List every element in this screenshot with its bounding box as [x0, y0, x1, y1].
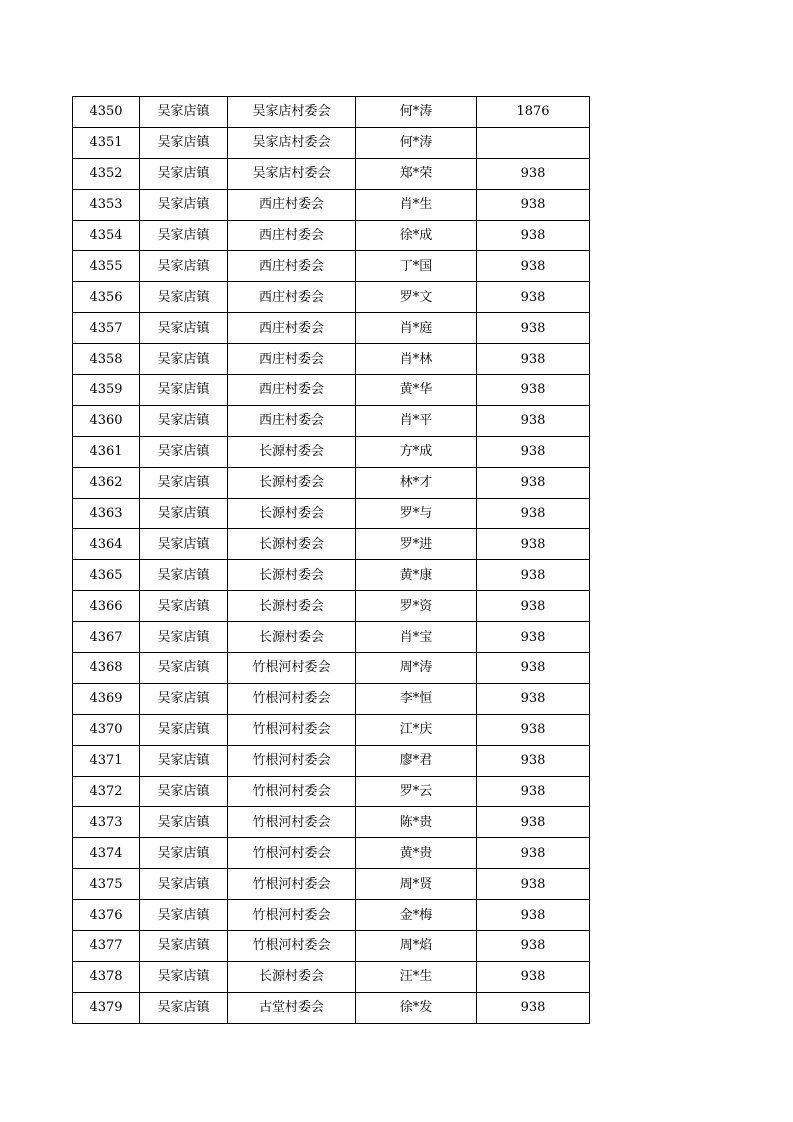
cell-town: 吴家店镇 — [140, 375, 228, 406]
cell-seq-number: 4376 — [73, 900, 140, 931]
cell-amount: 938 — [477, 282, 590, 313]
table-row — [73, 158, 590, 189]
cell-village-committee: 西庄村委会 — [228, 405, 356, 436]
cell-town: 吴家店镇 — [140, 992, 228, 1023]
cell-person-name: 何*涛 — [356, 127, 477, 158]
cell-village-committee: 古堂村委会 — [228, 992, 356, 1023]
cell-seq-number: 4357 — [73, 313, 140, 344]
cell-village-committee: 竹根河村委会 — [228, 653, 356, 684]
cell-amount: 938 — [477, 653, 590, 684]
cell-village-committee: 长源村委会 — [228, 591, 356, 622]
cell-amount: 938 — [477, 529, 590, 560]
cell-amount: 938 — [477, 807, 590, 838]
cell-amount: 938 — [477, 498, 590, 529]
table-row — [73, 313, 590, 344]
cell-village-committee: 竹根河村委会 — [228, 776, 356, 807]
table-row — [73, 375, 590, 406]
cell-amount: 938 — [477, 869, 590, 900]
cell-person-name: 何*涛 — [356, 97, 477, 128]
cell-person-name: 肖*庭 — [356, 313, 477, 344]
cell-village-committee: 长源村委会 — [228, 498, 356, 529]
cell-village-committee: 吴家店村委会 — [228, 127, 356, 158]
cell-person-name: 黄*华 — [356, 375, 477, 406]
cell-town: 吴家店镇 — [140, 683, 228, 714]
cell-amount: 938 — [477, 900, 590, 931]
cell-person-name: 罗*云 — [356, 776, 477, 807]
cell-person-name: 李*恒 — [356, 683, 477, 714]
cell-person-name: 罗*与 — [356, 498, 477, 529]
cell-village-committee: 西庄村委会 — [228, 375, 356, 406]
table-row — [73, 869, 590, 900]
table-row — [73, 961, 590, 992]
cell-amount: 938 — [477, 714, 590, 745]
cell-amount: 938 — [477, 560, 590, 591]
cell-person-name: 罗*文 — [356, 282, 477, 313]
cell-town: 吴家店镇 — [140, 251, 228, 282]
table-row — [73, 467, 590, 498]
table-row — [73, 838, 590, 869]
cell-village-committee: 长源村委会 — [228, 529, 356, 560]
cell-seq-number: 4363 — [73, 498, 140, 529]
cell-person-name: 黄*贵 — [356, 838, 477, 869]
cell-town: 吴家店镇 — [140, 591, 228, 622]
cell-seq-number: 4377 — [73, 931, 140, 962]
cell-amount: 938 — [477, 189, 590, 220]
cell-village-committee: 竹根河村委会 — [228, 869, 356, 900]
cell-town: 吴家店镇 — [140, 776, 228, 807]
cell-town: 吴家店镇 — [140, 714, 228, 745]
table-row — [73, 622, 590, 653]
cell-town: 吴家店镇 — [140, 313, 228, 344]
table-row — [73, 900, 590, 931]
cell-town: 吴家店镇 — [140, 436, 228, 467]
cell-village-committee: 竹根河村委会 — [228, 931, 356, 962]
cell-seq-number: 4356 — [73, 282, 140, 313]
table-row — [73, 714, 590, 745]
cell-seq-number: 4361 — [73, 436, 140, 467]
cell-person-name: 丁*国 — [356, 251, 477, 282]
cell-person-name: 周*焰 — [356, 931, 477, 962]
cell-person-name: 方*成 — [356, 436, 477, 467]
cell-seq-number: 4360 — [73, 405, 140, 436]
cell-seq-number: 4350 — [73, 97, 140, 128]
cell-seq-number: 4364 — [73, 529, 140, 560]
cell-village-committee: 长源村委会 — [228, 560, 356, 591]
table-row — [73, 344, 590, 375]
cell-amount: 938 — [477, 931, 590, 962]
cell-person-name: 周*贤 — [356, 869, 477, 900]
cell-amount: 938 — [477, 776, 590, 807]
cell-seq-number: 4365 — [73, 560, 140, 591]
table-row — [73, 683, 590, 714]
cell-seq-number: 4370 — [73, 714, 140, 745]
cell-village-committee: 竹根河村委会 — [228, 714, 356, 745]
table-row — [73, 220, 590, 251]
cell-seq-number: 4378 — [73, 961, 140, 992]
table-row — [73, 529, 590, 560]
cell-town: 吴家店镇 — [140, 622, 228, 653]
cell-seq-number: 4371 — [73, 745, 140, 776]
cell-village-committee: 长源村委会 — [228, 961, 356, 992]
cell-amount: 1876 — [477, 97, 590, 128]
cell-village-committee: 竹根河村委会 — [228, 838, 356, 869]
cell-town: 吴家店镇 — [140, 900, 228, 931]
table-row — [73, 97, 590, 128]
table-row — [73, 807, 590, 838]
cell-seq-number: 4366 — [73, 591, 140, 622]
table-row — [73, 282, 590, 313]
cell-person-name: 肖*平 — [356, 405, 477, 436]
table-row — [73, 560, 590, 591]
record-table — [72, 96, 590, 1024]
table-row — [73, 591, 590, 622]
cell-amount: 938 — [477, 961, 590, 992]
cell-village-committee: 竹根河村委会 — [228, 745, 356, 776]
cell-village-committee: 竹根河村委会 — [228, 900, 356, 931]
table-row — [73, 931, 590, 962]
cell-person-name: 江*庆 — [356, 714, 477, 745]
cell-amount: 938 — [477, 436, 590, 467]
record-table-body — [73, 97, 590, 1024]
cell-person-name: 徐*成 — [356, 220, 477, 251]
cell-amount: 938 — [477, 375, 590, 406]
cell-town: 吴家店镇 — [140, 405, 228, 436]
cell-amount: 938 — [477, 405, 590, 436]
cell-amount: 938 — [477, 220, 590, 251]
cell-person-name: 林*才 — [356, 467, 477, 498]
cell-town: 吴家店镇 — [140, 807, 228, 838]
cell-town: 吴家店镇 — [140, 97, 228, 128]
table-row — [73, 776, 590, 807]
cell-seq-number: 4352 — [73, 158, 140, 189]
cell-person-name: 肖*林 — [356, 344, 477, 375]
cell-seq-number: 4355 — [73, 251, 140, 282]
cell-village-committee: 吴家店村委会 — [228, 158, 356, 189]
cell-person-name: 廖*君 — [356, 745, 477, 776]
table-row — [73, 745, 590, 776]
cell-amount: 938 — [477, 313, 590, 344]
cell-town: 吴家店镇 — [140, 869, 228, 900]
cell-amount: 938 — [477, 622, 590, 653]
cell-person-name: 金*梅 — [356, 900, 477, 931]
cell-seq-number: 4354 — [73, 220, 140, 251]
cell-town: 吴家店镇 — [140, 560, 228, 591]
cell-village-committee: 西庄村委会 — [228, 282, 356, 313]
cell-amount: 938 — [477, 591, 590, 622]
cell-amount: 938 — [477, 745, 590, 776]
table-row — [73, 498, 590, 529]
cell-village-committee: 竹根河村委会 — [228, 807, 356, 838]
cell-amount: 938 — [477, 467, 590, 498]
cell-amount: 938 — [477, 683, 590, 714]
cell-seq-number: 4372 — [73, 776, 140, 807]
cell-town: 吴家店镇 — [140, 931, 228, 962]
cell-village-committee: 吴家店村委会 — [228, 97, 356, 128]
cell-village-committee: 西庄村委会 — [228, 220, 356, 251]
cell-seq-number: 4353 — [73, 189, 140, 220]
cell-town: 吴家店镇 — [140, 467, 228, 498]
cell-seq-number: 4369 — [73, 683, 140, 714]
cell-seq-number: 4351 — [73, 127, 140, 158]
cell-person-name: 汪*生 — [356, 961, 477, 992]
cell-town: 吴家店镇 — [140, 220, 228, 251]
cell-person-name: 肖*宝 — [356, 622, 477, 653]
cell-town: 吴家店镇 — [140, 189, 228, 220]
cell-person-name: 陈*贵 — [356, 807, 477, 838]
cell-town: 吴家店镇 — [140, 158, 228, 189]
cell-person-name: 郑*荣 — [356, 158, 477, 189]
cell-town: 吴家店镇 — [140, 745, 228, 776]
cell-village-committee: 西庄村委会 — [228, 313, 356, 344]
cell-town: 吴家店镇 — [140, 529, 228, 560]
cell-town: 吴家店镇 — [140, 282, 228, 313]
cell-village-committee: 西庄村委会 — [228, 251, 356, 282]
table-row — [73, 992, 590, 1023]
cell-amount: 938 — [477, 838, 590, 869]
cell-town: 吴家店镇 — [140, 344, 228, 375]
cell-town: 吴家店镇 — [140, 653, 228, 684]
cell-seq-number: 4368 — [73, 653, 140, 684]
cell-seq-number: 4374 — [73, 838, 140, 869]
cell-seq-number: 4373 — [73, 807, 140, 838]
cell-person-name: 黄*康 — [356, 560, 477, 591]
table-row — [73, 436, 590, 467]
cell-town: 吴家店镇 — [140, 127, 228, 158]
table-row — [73, 653, 590, 684]
table-row — [73, 251, 590, 282]
cell-seq-number: 4379 — [73, 992, 140, 1023]
cell-person-name: 周*涛 — [356, 653, 477, 684]
table-row — [73, 189, 590, 220]
cell-amount: 938 — [477, 344, 590, 375]
cell-village-committee: 长源村委会 — [228, 467, 356, 498]
cell-amount — [477, 127, 590, 158]
table-row — [73, 405, 590, 436]
cell-person-name: 肖*生 — [356, 189, 477, 220]
cell-amount: 938 — [477, 251, 590, 282]
cell-village-committee: 长源村委会 — [228, 436, 356, 467]
cell-person-name: 徐*发 — [356, 992, 477, 1023]
cell-seq-number: 4375 — [73, 869, 140, 900]
cell-village-committee: 西庄村委会 — [228, 189, 356, 220]
cell-seq-number: 4362 — [73, 467, 140, 498]
cell-person-name: 罗*进 — [356, 529, 477, 560]
cell-amount: 938 — [477, 158, 590, 189]
cell-seq-number: 4358 — [73, 344, 140, 375]
table-row — [73, 127, 590, 158]
cell-town: 吴家店镇 — [140, 961, 228, 992]
cell-village-committee: 长源村委会 — [228, 622, 356, 653]
cell-town: 吴家店镇 — [140, 498, 228, 529]
cell-person-name: 罗*资 — [356, 591, 477, 622]
cell-seq-number: 4367 — [73, 622, 140, 653]
cell-amount: 938 — [477, 992, 590, 1023]
cell-town: 吴家店镇 — [140, 838, 228, 869]
cell-village-committee: 竹根河村委会 — [228, 683, 356, 714]
cell-village-committee: 西庄村委会 — [228, 344, 356, 375]
cell-seq-number: 4359 — [73, 375, 140, 406]
